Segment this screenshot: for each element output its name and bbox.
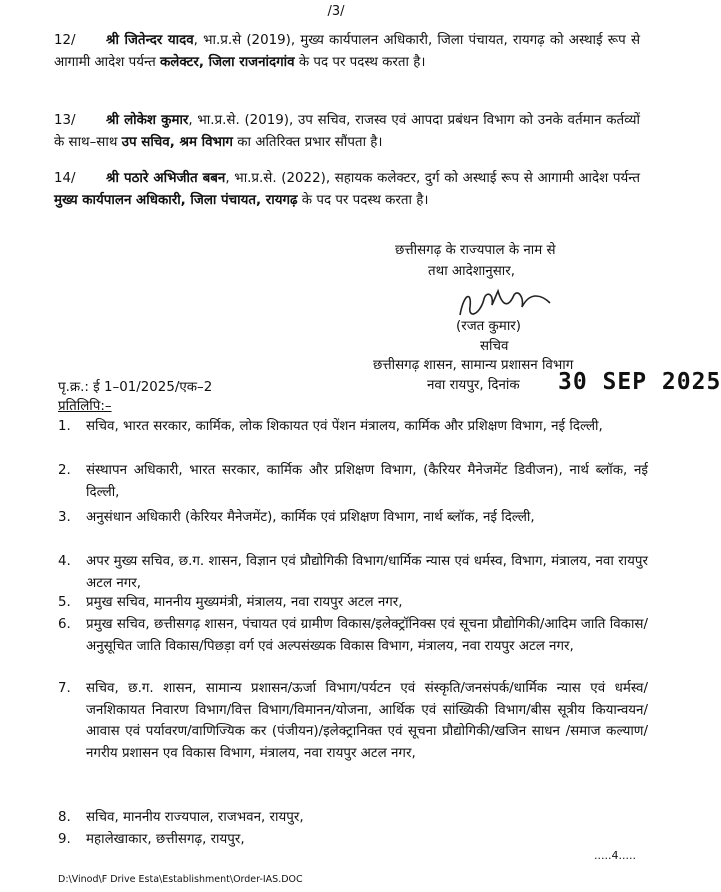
signatory-department: छत्तीसगढ़ शासन, सामान्य प्रशासन विभाग: [373, 358, 574, 373]
item-text: प्रमुख सचिव, माननीय मुख्यमंत्री, मंत्रालय, नवा रायपुर अटल नगर,: [86, 595, 403, 610]
item-number: 5.: [58, 595, 71, 610]
authority-line-2: तथा आदेशानुसार,: [428, 264, 515, 279]
paragraph-text: के पद पर पदस्थ करता है।: [294, 54, 426, 70]
item-number: 4.: [58, 554, 71, 569]
copy-list-item: [58, 614, 648, 657]
item-number: 2.: [58, 463, 71, 478]
officer-name: श्री लोकेश कुमार: [106, 113, 189, 128]
paragraph-text: के पद पर पदस्थ करता है।: [297, 192, 429, 208]
signatory-name: (रजत कुमार): [456, 319, 521, 334]
date-stamp: 30 SEP 2025: [558, 369, 721, 395]
item-number: 9.: [58, 832, 71, 847]
copy-list-item: [58, 416, 648, 438]
order-paragraph-12: [54, 30, 640, 73]
copy-list-item: [58, 678, 648, 764]
item-number: 1.: [58, 419, 71, 434]
copy-list-item: [58, 460, 648, 503]
place-date-label: नवा रायपुर, दिनांक: [427, 378, 520, 393]
item-text: महालेखाकार, छत्तीसगढ़, रायपुर,: [86, 832, 245, 847]
paragraph-number: 12/: [54, 33, 76, 48]
item-text: संस्थापन अधिकारी, भारत सरकार, कार्मिक और प्रशिक्षण विभाग, (कैरियर मैनेजमेंट डिवीजन), नार्थ ब्लॉक, नई दिल्ली,: [86, 463, 648, 500]
posting-highlight: मुख्य कार्यपालन अधिकारी, जिला पंचायत, रायगढ़: [54, 192, 298, 208]
reference-number: पृ.क्र.: ई 1–01/2025/एक–2: [58, 380, 213, 395]
paragraph-text: , भा.प्र.से. (2022), सहायक कलेक्टर, दुर्ग को अस्थाई रूप से आगामी आदेश पर्यन्त: [225, 171, 640, 186]
continued-marker: .....4.....: [594, 849, 636, 862]
item-text: प्रमुख सचिव, छत्तीसगढ़ शासन, पंचायत एवं ग्रामीण विकास/इलेक्ट्रॉनिक्स एवं सूचना प्रौद्योगिकी/आदिम जाति विकास/अनुसूचित जाति विकास/पिछड़ा वर्ग एवं अल्पसंख्यक विकास विभाग, मंत्रालय, नवा रायपुर अटल नगर,: [86, 617, 648, 654]
paragraph-text: , भा.प्र.से (2019), मुख्य कार्यपालन अधिकारी, जिला पंचायत, रायगढ़ को अस्थाई रूप से आगामी आदेश पर्यन्त: [54, 33, 640, 70]
item-text: सचिव, छ.ग. शासन, सामान्य प्रशासन/ऊर्जा विभाग/पर्यटन एवं संस्कृति/जनसंपर्क/धार्मिक न्यास एवं धर्मस्व/जनशिकायत निवारण विभाग/वित्त विभाग/विमानन/योजना, आर्थिक एवं सांख्यिकी विभाग/बीस सूत्रीय कियान्वयन/आवास एवं पर्यावरण/वाणिज्यिक कर (पंजीयन)/इलेक्ट्रानिक्त एवं सूचना प्रौद्योगिकी/खजिन साधन /समाज कल्याण/नगरीय प्रशासन एव विकास विभाग, मंत्रालय, नवा रायपुर अटल नगर,: [86, 681, 648, 761]
order-paragraph-14: [54, 168, 640, 211]
copy-list-item: [58, 807, 648, 829]
footer-file-path: D:\Vinod\F Drive Esta\Establishment\Order-IAS.DOC: [58, 874, 303, 885]
paragraph-text: का अतिरिक्त प्रभार सौंपता है।: [232, 134, 383, 150]
item-text: सचिव, माननीय राज्यपाल, राजभवन, रायपुर,: [86, 810, 304, 825]
page-number: /3/: [327, 4, 345, 19]
copy-heading: प्रतिलिपि:–: [58, 399, 112, 414]
item-text: सचिव, भारत सरकार, कार्मिक, लोक शिकायत एवं पेंशन मंत्रालय, कार्मिक और प्रशिक्षण विभाग, नई दिल्ली,: [86, 419, 603, 434]
officer-name: श्री पठारे अभिजीत बबन: [106, 171, 226, 186]
paragraph-text: , भा.प्र.से. (2019), उप सचिव, राजस्व एवं आपदा प्रबंधन विभाग को उनके वर्तमान कर्तव्यों के साथ–साथ: [54, 113, 640, 150]
paragraph-number: 13/: [54, 113, 76, 128]
posting-highlight: उप सचिव, श्रम विभाग: [121, 134, 233, 150]
item-text: अनुसंधान अधिकारी (केरियर मैनेजमेंट), कार्मिक एवं प्रशिक्षण विभाग, नार्थ ब्लॉक, नई दिल्ली,: [86, 510, 535, 525]
order-paragraph-13: [54, 110, 640, 153]
posting-highlight: कलेक्टर, जिला राजनांदगांव: [159, 54, 295, 70]
item-number: 3.: [58, 510, 71, 525]
authority-line-1: छत्तीसगढ़ के राज्यपाल के नाम से: [395, 243, 556, 258]
copy-list-item: [58, 507, 648, 529]
copy-list-item: [58, 829, 648, 851]
copy-list-item: [58, 592, 648, 614]
officer-name: श्री जितेन्दर यादव: [106, 33, 194, 48]
item-number: 7.: [58, 681, 71, 696]
item-text: अपर मुख्य सचिव, छ.ग. शासन, विज्ञान एवं प्रौद्योगिकी विभाग/धार्मिक न्यास एवं धर्मस्व, विभाग, मंत्रालय, नवा रायपुर अटल नगर,: [86, 554, 648, 591]
paragraph-number: 14/: [54, 171, 76, 186]
copy-list-item: [58, 551, 648, 594]
item-number: 6.: [58, 617, 71, 632]
signatory-designation: सचिव: [480, 339, 509, 354]
item-number: 8.: [58, 810, 71, 825]
